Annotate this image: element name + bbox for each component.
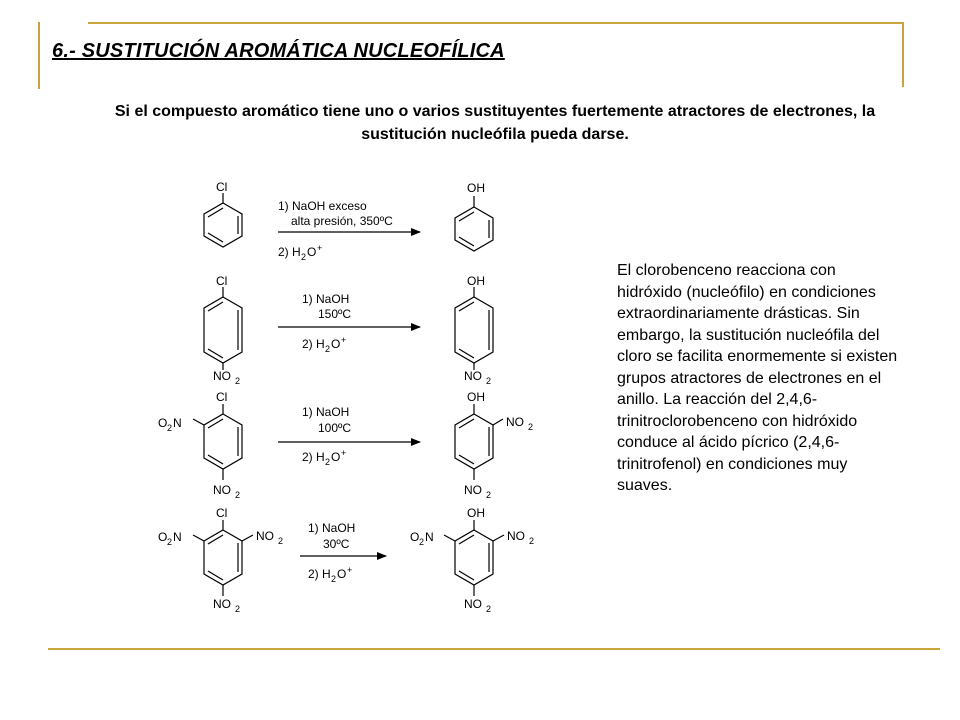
dinitrochlorobenzene-molecule — [193, 404, 242, 480]
phenol-molecule — [455, 196, 493, 251]
ortho-nitro-label — [506, 415, 533, 432]
hydroxyl-label: OH — [467, 181, 485, 195]
svg-text:NO: NO — [213, 369, 231, 383]
svg-text:O: O — [410, 530, 420, 544]
chlorobenzene-molecule — [204, 193, 242, 247]
svg-text:2: 2 — [486, 490, 492, 500]
svg-text:2) H: 2) H — [308, 567, 331, 581]
ortho-nitro-label — [158, 416, 182, 433]
reagent-line1-r4: 1) NaOH — [308, 521, 356, 535]
svg-text:2: 2 — [419, 537, 425, 547]
ortho-nitro-label — [158, 530, 182, 547]
reagent-line2-r2: 150ºC — [318, 307, 352, 321]
svg-text:NO: NO — [506, 415, 524, 429]
svg-text:2) H: 2) H — [302, 450, 325, 464]
svg-text:N: N — [173, 530, 182, 544]
svg-text:2: 2 — [278, 536, 284, 546]
reagent-line1-r1: 1) NaOH exceso — [278, 199, 367, 213]
chlorine-label: Cl — [216, 506, 228, 520]
step2-label-r2 — [302, 335, 346, 354]
svg-text:O: O — [158, 530, 168, 544]
svg-text:NO: NO — [464, 597, 482, 611]
svg-text:2: 2 — [325, 344, 331, 354]
nitro-label — [464, 483, 491, 500]
ortho-nitro-label — [507, 529, 534, 546]
nitro-label — [213, 369, 240, 386]
svg-text:2: 2 — [167, 537, 173, 547]
nitro-label — [464, 597, 491, 614]
svg-text:O: O — [331, 450, 341, 464]
side-text: El clorobenceno reacciona con hidróxido (nucleófilo) en condiciones extraordinariamente drásticas. Sin embargo, la sustitución nucleófila del cloro se facilita enormemente si existen grupos atractores de electrones en el anillo. La reacción del 2,4,6-trinitroclorobenceno con hidróxido conduce al ácido pícrico (2,4,6-trinitrofenol) en condiciones muy suaves. — [617, 262, 898, 494]
page-title: 6.- SUSTITUCIÓN AROMÁTICA NUCLEOFÍLICA — [52, 40, 505, 62]
svg-text:NO: NO — [213, 597, 231, 611]
dinitrophenol-molecule — [455, 404, 503, 480]
trinitrochlorobenzene-molecule — [193, 520, 253, 596]
svg-text:O: O — [337, 567, 347, 581]
svg-text:2: 2 — [486, 376, 492, 386]
svg-text:+: + — [341, 335, 347, 345]
nitro-label — [464, 369, 491, 386]
svg-text:O: O — [331, 337, 341, 351]
reagent-line2-r1: alta presión, 350ºC — [291, 214, 393, 228]
step2-label-r4 — [308, 565, 352, 584]
ortho-nitro-label — [256, 529, 283, 546]
hydroxyl-label: OH — [467, 390, 485, 404]
chlorine-label: Cl — [216, 274, 228, 288]
ortho-nitro-label — [410, 530, 434, 547]
svg-text:O: O — [158, 416, 168, 430]
svg-text:NO: NO — [507, 529, 525, 543]
nitro-label — [213, 483, 240, 500]
nitro-label — [213, 597, 240, 614]
hydroxyl-label: OH — [467, 506, 485, 520]
svg-text:+: + — [317, 243, 323, 253]
svg-text:NO: NO — [213, 483, 231, 497]
svg-text:2: 2 — [235, 490, 241, 500]
svg-text:N: N — [173, 416, 182, 430]
svg-text:NO: NO — [464, 483, 482, 497]
step2-label-r1 — [278, 243, 322, 262]
svg-text:2) H: 2) H — [278, 245, 301, 259]
chlorine-label: Cl — [216, 180, 228, 194]
intro-text: Si el compuesto aromático tiene uno o varios sustituyentes fuertemente atractores de electrones, la sustitución nucleófila pueda darse. — [114, 103, 876, 143]
step2-label-r3 — [302, 448, 346, 467]
reagent-line1-r2: 1) NaOH — [302, 292, 350, 306]
svg-text:NO: NO — [256, 529, 274, 543]
svg-text:NO: NO — [464, 369, 482, 383]
reagent-line2-r3: 100ºC — [318, 421, 352, 435]
svg-text:+: + — [341, 448, 347, 458]
svg-text:2: 2 — [325, 457, 331, 467]
picric-acid-molecule — [444, 520, 504, 596]
p-nitrophenol-molecule — [455, 287, 493, 370]
svg-text:+: + — [347, 565, 353, 575]
svg-text:2: 2 — [301, 252, 307, 262]
reagent-line2-r4: 30ºC — [323, 537, 350, 551]
svg-text:2: 2 — [529, 536, 535, 546]
svg-text:2: 2 — [235, 604, 241, 614]
svg-text:2: 2 — [331, 574, 337, 584]
svg-text:N: N — [425, 530, 434, 544]
chlorine-label: Cl — [216, 390, 228, 404]
reagent-line1-r3: 1) NaOH — [302, 405, 350, 419]
svg-text:2: 2 — [167, 423, 173, 433]
p-nitrochlorobenzene-molecule — [204, 287, 242, 370]
svg-text:2: 2 — [528, 422, 534, 432]
svg-text:2) H: 2) H — [302, 337, 325, 351]
svg-text:O: O — [307, 245, 317, 259]
svg-text:2: 2 — [486, 604, 492, 614]
svg-text:2: 2 — [235, 376, 241, 386]
hydroxyl-label: OH — [467, 274, 485, 288]
